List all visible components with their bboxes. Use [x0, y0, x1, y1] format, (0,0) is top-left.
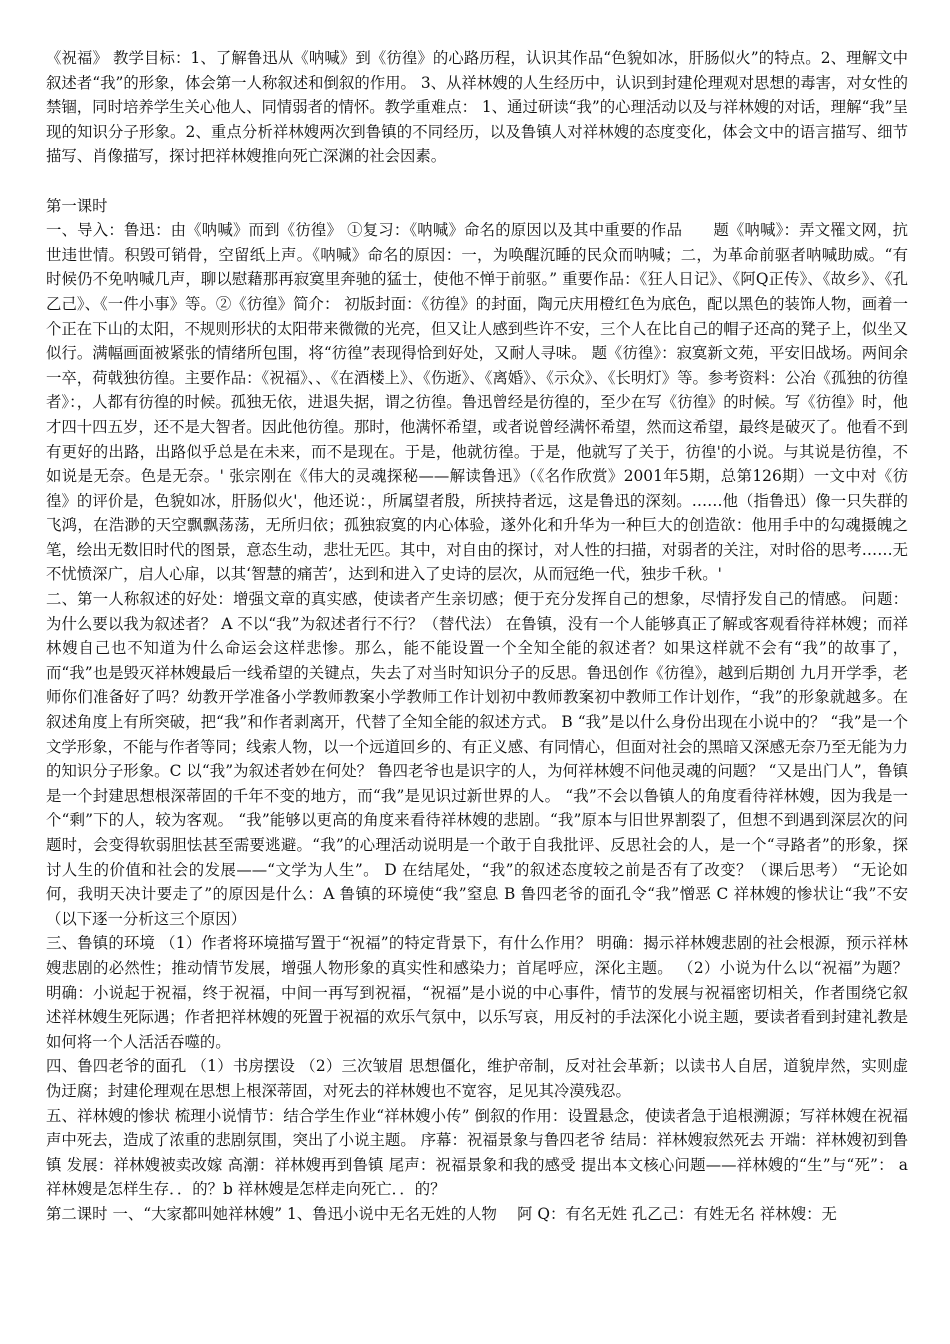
section-xianglin-sao-paragraph: 五、祥林嫂的惨状 梳理小说情节：结合学生作业“祥林嫂小传” 倒叙的作用：设置悬念，使读者急于追根溯源；写祥林嫂在祝福声中死去，造成了浓重的悲剧氛围，突出了小说主题。 序幕：祝福景象与鲁四老爷 结局：祥林嫂寂然死去 开端：祥林嫂初到鲁镇 发展：祥林嫂被卖改嫁 高潮：祥林嫂再到鲁镇 尾声：祝福景象和我的感受 提出本文核心问题——祥林嫂的“生”与“死”： a 祥林嫂是怎样生存．．的？b 祥林嫂是怎样走向死亡．．的？: [46, 1106, 908, 1199]
blank-line: [46, 169, 908, 194]
lesson-two-paragraph: 第二课时 一、“大家都叫她祥林嫂” 1、鲁迅小说中无名无姓的人物 阿 Q：有名无姓 孔乙己：有姓无名 祥林嫂：无: [46, 1204, 837, 1223]
section-first-person-narration-paragraph: 二、第一人称叙述的好处：增强文章的真实感，使读者产生亲切感；便于充分发挥自己的想象，尽情抒发自己的情感。 问题：为什么要以我为叙述者？ A 不以“我”为叙述者行不行？（替代法） 在鲁镇，没有一个人能够真正了解或客观看待祥林嫂；而祥林嫂自己也不知道为什么命运会这样悲惨。那么，能不能设置一个全知全能的叙述者？如果这样就不会有“我”的故事了，而“我”也是毁灭祥林嫂最后一线希望的关键点，失去了对当时知识分子的反思。鲁迅创作《彷徨》，越到后期创 九月开学季，老师你们准备好了吗？幼教开学准备小学教师教案小学教师工作计划初中教师教案初中教师工作计划作，“我”的形象就越多。在叙述角度上有所突破，把“我”和作者剥离开，代替了全知全能的叙述方式。 B “我”是以什么身份出现在小说中的？ “我”是一个文学形象，不能与作者等同；线索人物，以一个远道回乡的、有正义感、有同情心，但面对社会的黑暗又深感无奈乃至无能为力的知识分子形象。C 以“我”为叙述者妙在何处？ 鲁四老爷也是识字的人，为何祥林嫂不问他灵魂的问题？ “又是出门人”，鲁镇是一个封建思想根深蒂固的千年不变的地方，而“我”是见识过新世界的人。 “我”不会以鲁镇人的角度看待祥林嫂，因为我是一个“剩”下的人，较为客观。 “我”能够以更高的角度来看待祥林嫂的悲剧。“我”原本与旧世界割裂了，但想不到遇到深层次的问题时，会变得软弱胆怯甚至需要逃避。“我”的心理活动说明是一个敢于自我批评、反思社会的人，是一个“寻路者”的形象，探讨人生的价值和社会的发展——“文学为人生”。 D 在结尾处，“我”的叙述态度较之前是否有了改变？（课后思考） “无论如何，我明天决计要走了”的原因是什么：A 鲁镇的环境使“我”窒息 B 鲁四老爷的面孔令“我”憎恶 C 祥林嫂的惨状让“我”不安 （以下逐一分析这三个原因）: [46, 590, 908, 928]
section-introduction-paragraph: 一、导入：鲁迅：由《呐喊》而到《彷徨》 ①复习：《呐喊》命名的原因以及其中重要的作品 题《呐喊》：弄文罹文网，抗世违世情。积毁可销骨，空留纸上声。《呐喊》命名的原因：一，为唤醒沉睡的民众而呐喊；二，为革命前驱者呐喊助威。“有时候仍不免呐喊几声，聊以慰藉那再寂寞里奔驰的猛士，使他不惮于前驱。” 重要作品：《狂人日记》、《阿Q正传》、《故乡》、《孔乙己》、《一件小事》等。②《彷徨》简介： 初版封面：《彷徨》的封面，陶元庆用橙红色为底色，配以黑色的装饰人物，画着一个正在下山的太阳，不规则形状的太阳带来微微的光亮，但又让人感到些许不安，三个人在比自己的帽子还高的凳子上，似坐又似行。满幅画面被紧张的情绪所包围，将“彷徨”表现得恰到好处，又耐人寻味。 题《彷徨》：寂寞新文苑，平安旧战场。两间余一卒，荷戟独彷徨。主要作品：《祝福》、、《在酒楼上》、《伤逝》、《离婚》、《示众》、《长明灯》等。参考资料：公冶《孤独的彷徨者》：，人都有彷徨的时候。孤独无依，进退失据，谓之彷徨。鲁迅曾经是彷徨的，至少在写《彷徨》的时候。写《彷徨》时，他才四十四五岁，还不是大智者。因此他彷徨。那时，他满怀希望，或者说曾经满怀希望，然而这希望，最终是破灭了。他看不到有更好的出路，出路似乎总是在未来，而不是现在。于是，他就彷徨。于是，他就写了关于，彷徨'的小说。与其说是彷徨，不如说是无奈。色是无奈。' 张宗刚在《伟大的灵魂探秘——解读鲁迅》（《名作欣赏》2001年5期，总第126期）一文中对《彷徨》的评价是，色貌如冰，肝肠似火'，他还说：，所属望者殷，所挟持者远，这是鲁迅的深刻。……他（指鲁迅）像一只失群的飞鸿，在浩渺的天空飘飘荡荡，无所归依；孤独寂寞的内心体验，遂外化和升华为一种巨大的创造欲：他用手中的勾魂摄魄之笔，绘出无数旧时代的图景，意态生动，悲壮无匹。其中，对自由的探讨，对人性的扫描，对弱者的关注，对时俗的思考……无不忧愤深广，启人心扉，以其‘智慧的痛苦’，达到和进入了史诗的层次，从而冠绝一代，独步千秋。': [46, 221, 908, 584]
section-lu-siye-paragraph: 四、鲁四老爷的面孔 （1）书房摆设 （2）三次皱眉 思想僵化，维护帝制，反对社会革新；以读书人自居，道貌岸然，实则虚伪迂腐；封建伦理观在思想上根深蒂固，对死去的祥林嫂也不宽容，足见其冷漠残忍。: [46, 1057, 908, 1100]
section-luzhen-environment-paragraph: 三、鲁镇的环境 （1）作者将环境描写置于“祝福”的特定背景下，有什么作用？ 明确：揭示祥林嫂悲剧的社会根源，预示祥林嫂悲剧的必然性；推动情节发展，增强人物形象的真实性和感染力；首尾呼应，深化主题。 （2）小说为什么以“祝福”为题？ 明确：小说起于祝福，终于祝福，中间一再写到祝福，“祝福”是小说的中心事件，情节的发展与祝福密切相关，作者围绕它叙述祥林嫂生死际遇；作者把祥林嫂的死置于祝福的欢乐气氛中，以乐写哀，用反衬的手法深化小说主题，要读者看到封建礼教是如何将一个人活活吞噬的。: [46, 934, 908, 1051]
document-page: [46, 46, 908, 1227]
lesson-one-heading: 第一课时: [46, 196, 108, 215]
teaching-objectives-paragraph: 《祝福》 教学目标：1、了解鲁迅从《呐喊》到《彷徨》的心路历程，认识其作品“色貌如冰，肝肠似火”的特点。2、理解文中叙述者“我”的形象，体会第一人称叙述和倒叙的作用。 3、从祥林嫂的人生经历中，认识到封建伦理观对思想的毒害，对女性的禁锢，同时培养学生关心他人、同情弱者的情怀。教学重难点： 1、通过研读“我”的心理活动以及与祥林嫂的对话，理解“我”呈现的知识分子形象。2、重点分析祥林嫂两次到鲁镇的不同经历，以及鲁镇人对祥林嫂的态度变化，体会文中的语言描写、细节描写、肖像描写，探讨把祥林嫂推向死亡深渊的社会因素。: [46, 49, 908, 166]
